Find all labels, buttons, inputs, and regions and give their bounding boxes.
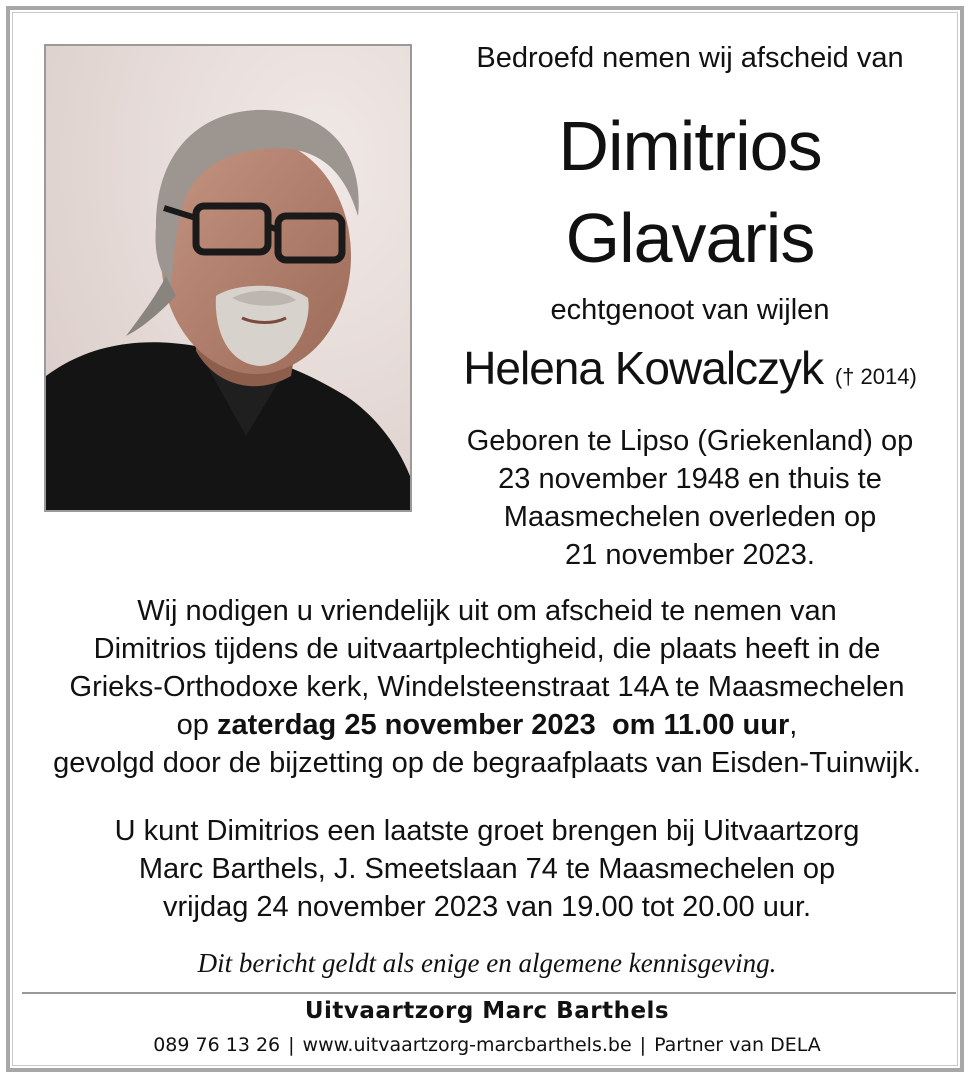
invitation-line: Wij nodigen u vriendelijk uit om afscheid te nemen van xyxy=(137,595,837,627)
invitation-date-suffix: , xyxy=(789,709,798,741)
notice-text: Dit bericht geldt als enige en algemene kennisgeving. xyxy=(197,948,777,978)
birth-death-details xyxy=(430,422,950,574)
funeral-company-name: Uitvaartzorg Marc Barthels xyxy=(304,998,670,1024)
invitation-line: Dimitrios tijdens de uitvaartplechtigheid, die plaats heeft in de xyxy=(93,633,881,665)
invitation-line: Grieks-Orthodoxe kerk, Windelsteenstraat 14A te Maasmechelen xyxy=(69,671,905,703)
invitation-date-line xyxy=(24,706,950,744)
footer-partner: Partner van DELA xyxy=(654,1034,821,1056)
funeral-time: om 11.00 uur xyxy=(611,709,790,741)
portrait-photo xyxy=(44,44,412,512)
invitation-line: gevolgd door de bijzetting op de begraafplaats van Eisden-Tuinwijk. xyxy=(53,747,921,779)
deceased-last-name: Glavaris xyxy=(565,199,815,277)
invitation-date-prefix: op xyxy=(176,709,209,741)
deceased-first-name: Dimitrios xyxy=(558,107,822,185)
funeral-invitation xyxy=(24,592,950,782)
farewell-line: vrijdag 24 november 2023 van 19.00 tot 20.00 uur. xyxy=(162,891,812,923)
birth-line: Geboren te Lipso (Griekenland) op xyxy=(466,425,914,457)
footer-separator: | xyxy=(288,1034,295,1056)
intro-text: Bedroefd nemen wij afscheid van xyxy=(476,42,904,74)
footer-divider xyxy=(22,992,956,994)
spouse-name: Helena Kowalczyk xyxy=(463,342,824,394)
spouse-intro: echtgenoot van wijlen xyxy=(550,294,830,326)
birth-line: Maasmechelen overleden op xyxy=(503,501,877,533)
birth-line: 21 november 2023. xyxy=(565,539,815,571)
farewell-visit xyxy=(24,812,950,926)
spouse-line xyxy=(430,338,950,407)
farewell-line: U kunt Dimitrios een laatste groet brengen bij Uitvaartzorg xyxy=(114,815,860,847)
footer-website-link[interactable]: www.uitvaartzorg-marcbarthels.be xyxy=(302,1034,632,1056)
birth-line: 23 november 1948 en thuis te xyxy=(498,463,882,495)
footer-contact xyxy=(24,1034,950,1056)
funeral-date: zaterdag 25 november 2023 xyxy=(217,709,596,741)
footer-separator: | xyxy=(639,1034,647,1056)
footer-phone: 089 76 13 26 xyxy=(153,1034,281,1056)
spouse-death-note: († 2014) xyxy=(834,364,917,389)
farewell-line: Marc Barthels, J. Smeetslaan 74 te Maasmechelen op xyxy=(138,853,836,885)
